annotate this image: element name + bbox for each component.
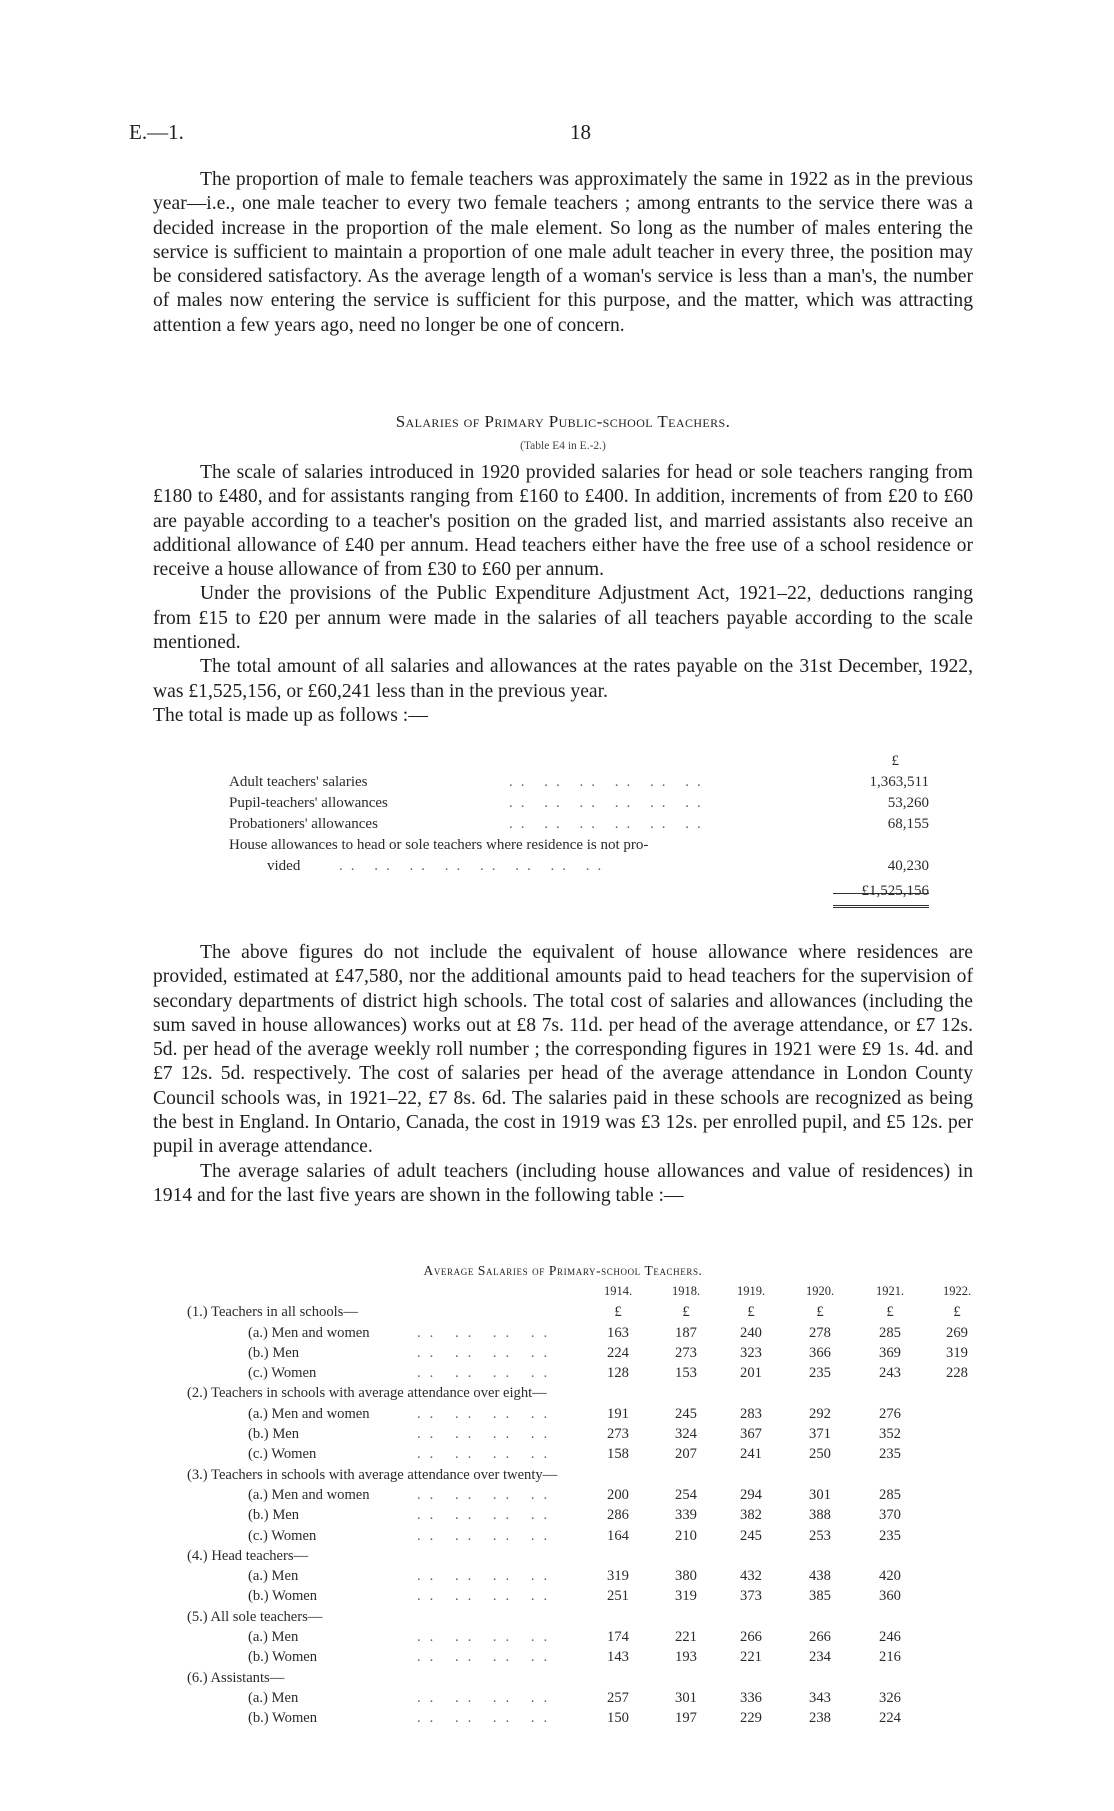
table-row (187, 1406, 977, 1426)
table-cell: 269 (946, 1324, 968, 1341)
table-cell: 323 (740, 1344, 762, 1361)
year-header: 1919. (736, 1284, 766, 1298)
amount-label: Probationers' allowances (229, 816, 378, 832)
table-cell: 278 (809, 1324, 831, 1341)
table-cell: 150 (607, 1710, 629, 1727)
leader-dots: .. .. .. .. .. .. (509, 795, 709, 811)
paragraph: The total is made up as follows :— (153, 704, 428, 726)
leader-dots: .. .. .. .. (417, 1344, 557, 1361)
paragraph-block-1 (153, 168, 973, 338)
leader-dots: .. .. .. .. (417, 1649, 557, 1666)
table-row (187, 1325, 977, 1345)
amounts-row (229, 858, 929, 879)
year-header: 1922. (942, 1284, 972, 1298)
amounts-currency-row (229, 753, 929, 774)
table-cell: 371 (809, 1426, 831, 1443)
leader-dots: .. .. .. .. .. .. .. .. (339, 858, 610, 874)
currency-symbol: £ (747, 1304, 755, 1321)
double-rule (833, 907, 929, 908)
table-group-heading (187, 1609, 977, 1629)
table-cell: 273 (607, 1426, 629, 1443)
group-label: (2.) Teachers in schools with average attendance over eight— (187, 1385, 547, 1402)
leader-dots: .. .. .. .. (417, 1446, 557, 1463)
table-cell: 285 (879, 1486, 901, 1503)
currency-symbol: £ (886, 1304, 894, 1321)
table-cell: 174 (607, 1629, 629, 1646)
table-cell: 366 (809, 1344, 831, 1361)
currency-symbol: £ (682, 1304, 690, 1321)
amount-label: House allowances to head or sole teachers where residence is not pro- (229, 837, 649, 853)
table-cell: 245 (675, 1405, 697, 1422)
table-row (187, 1690, 977, 1710)
amount-label: Adult teachers' salaries (229, 774, 368, 790)
table-cell: 235 (879, 1446, 901, 1463)
table-cell: 343 (809, 1689, 831, 1706)
leader-dots: .. .. .. .. (417, 1486, 557, 1503)
year-header: 1918. (671, 1284, 701, 1298)
table-row (187, 1649, 977, 1669)
row-label: (a.) Men (248, 1689, 299, 1706)
row-label: (b.) Men (248, 1344, 300, 1361)
amount-value: 53,260 (887, 795, 929, 811)
table-cell: 360 (879, 1588, 901, 1605)
paragraph: The total amount of all salaries and allowances at the rates payable on the 31st December, 1922, was £1,525,156, or £60,241 less than in the previous year. (153, 656, 973, 702)
table-cell: 235 (879, 1527, 901, 1544)
table-cell: 253 (809, 1527, 831, 1544)
table-cell: 210 (675, 1527, 697, 1544)
table-cell: 221 (675, 1629, 697, 1646)
table-cell: 187 (675, 1324, 697, 1341)
year-header: 1920. (805, 1284, 835, 1298)
table-row (187, 1507, 977, 1527)
table-cell: 153 (675, 1365, 697, 1382)
row-label: (a.) Men (248, 1629, 299, 1646)
table-cell: 193 (675, 1649, 697, 1666)
table-cell: 221 (740, 1649, 762, 1666)
amount-value: 1,363,511 (869, 774, 929, 790)
table-group-heading (187, 1670, 977, 1690)
table-cell: 301 (809, 1486, 831, 1503)
table-cell: 257 (607, 1689, 629, 1706)
table-cell: 319 (675, 1588, 697, 1605)
document-reference: E.—1. (129, 120, 184, 144)
amounts-row (229, 837, 929, 858)
amounts-row (229, 795, 929, 816)
table-cell: 336 (740, 1689, 762, 1706)
leader-dots: .. .. .. .. (417, 1426, 557, 1443)
leader-dots: .. .. .. .. (417, 1689, 557, 1706)
amount-label: Pupil-teachers' allowances (229, 795, 388, 811)
table-cell: 201 (740, 1365, 762, 1382)
row-label: (b.) Women (248, 1710, 318, 1727)
row-label: (a.) Men and women (248, 1324, 370, 1341)
table-cell: 224 (879, 1710, 901, 1727)
table-row (187, 1588, 977, 1608)
row-label: (b.) Women (248, 1649, 318, 1666)
table-cell: 163 (607, 1324, 629, 1341)
table-cell: 373 (740, 1588, 762, 1605)
group-label: (6.) Assistants— (187, 1669, 285, 1686)
table-row (187, 1629, 977, 1649)
table-cell: 228 (946, 1365, 968, 1382)
group-label: (3.) Teachers in schools with average attendance over twenty— (187, 1466, 558, 1483)
paragraph: Under the provisions of the Public Expenditure Adjustment Act, 1921–22, deductions ranging from £15 to £20 per annum were made in the salaries of all teachers payable according to the scale mentioned. (153, 583, 973, 654)
leader-dots: .. .. .. .. (417, 1365, 557, 1382)
table-cell: 224 (607, 1344, 629, 1361)
row-label: (c.) Women (248, 1527, 317, 1544)
row-label: (b.) Men (248, 1426, 300, 1443)
table-cell: 235 (809, 1365, 831, 1382)
amount-value: 68,155 (887, 816, 929, 832)
double-rule (833, 905, 929, 906)
section-heading: Salaries of Primary Public-school Teachers. (395, 412, 731, 431)
table-cell: 324 (675, 1426, 697, 1443)
table-row (187, 1487, 977, 1507)
table-cell: 382 (740, 1507, 762, 1524)
group-label: (1.) Teachers in all schools— (187, 1304, 358, 1321)
table-row (187, 1426, 977, 1446)
row-label: (a.) Men (248, 1568, 299, 1585)
table-cell: 164 (607, 1527, 629, 1544)
table-cell: 143 (607, 1649, 629, 1666)
amounts-row (229, 774, 929, 795)
leader-dots: .. .. .. .. (417, 1568, 557, 1585)
table-group-heading (187, 1548, 977, 1568)
amount-label-continued: vided (267, 858, 301, 874)
row-label: (c.) Women (248, 1446, 317, 1463)
table-row (187, 1710, 977, 1730)
paragraph: The proportion of male to female teachers was approximately the same in 1922 as in the previous year—i.e., one male teacher to every two female teachers ; among entrants to the service there was a decided increase in the proportion of the male element. So long as the number of males entering the service is sufficient to maintain a proportion of one male adult teacher in every three, the position may be considered satisfactory. As the average length of a woman's service is less than a man's, the number of males now entering the service is sufficient for this purpose, and the matter, which was attracting attention a few years ago, need no longer be one of concern. (153, 169, 973, 336)
table-cell: 191 (607, 1405, 629, 1422)
amounts-table (229, 753, 929, 904)
paragraph-block-3 (153, 941, 973, 1208)
leader-dots: .. .. .. .. .. .. (509, 816, 709, 832)
leader-dots: .. .. .. .. (417, 1710, 557, 1727)
table-cell: 229 (740, 1710, 762, 1727)
table-cell: 234 (809, 1649, 831, 1666)
table-cell: 254 (675, 1486, 697, 1503)
year-header-row (187, 1284, 977, 1304)
table-cell: 276 (879, 1405, 901, 1422)
table-cell: 438 (809, 1568, 831, 1585)
table-cell: 200 (607, 1486, 629, 1503)
year-header: 1921. (875, 1284, 905, 1298)
table-group-heading (187, 1385, 977, 1405)
table-row (187, 1446, 977, 1466)
row-label: (b.) Women (248, 1588, 318, 1605)
table-cell: 128 (607, 1365, 629, 1382)
leader-dots: .. .. .. .. (417, 1507, 557, 1524)
table-cell: 243 (879, 1365, 901, 1382)
table-cell: 238 (809, 1710, 831, 1727)
table-cell: 207 (675, 1446, 697, 1463)
table-cell: 367 (740, 1426, 762, 1443)
section-reference: (Table E4 in E.-2.) (520, 440, 606, 452)
table-cell: 283 (740, 1405, 762, 1422)
table-row (187, 1365, 977, 1385)
table-cell: 301 (675, 1689, 697, 1706)
table-cell: 246 (879, 1629, 901, 1646)
table-cell: 216 (879, 1649, 901, 1666)
year-header: 1914. (603, 1284, 633, 1298)
table-cell: 294 (740, 1486, 762, 1503)
table-group-heading (187, 1304, 977, 1324)
table-cell: 369 (879, 1344, 901, 1361)
leader-dots: .. .. .. .. (417, 1324, 557, 1341)
row-label: (b.) Men (248, 1507, 300, 1524)
row-label: (c.) Women (248, 1365, 317, 1382)
table-cell: 319 (607, 1568, 629, 1585)
table-cell: 245 (740, 1527, 762, 1544)
table-row (187, 1345, 977, 1365)
amount-value: 40,230 (887, 858, 929, 874)
currency-symbol: £ (953, 1304, 961, 1321)
currency-symbol: £ (891, 753, 899, 769)
table-cell: 273 (675, 1344, 697, 1361)
row-label: (a.) Men and women (248, 1486, 370, 1503)
leader-dots: .. .. .. .. .. .. (509, 774, 709, 790)
table-cell: 251 (607, 1588, 629, 1605)
leader-dots: .. .. .. .. (417, 1629, 557, 1646)
paragraph: The scale of salaries introduced in 1920 provided salaries for head or sole teachers ranging from £180 to £480, and for assistants ranging from £160 to £400. In addition, increments of from £20 to £60 are payable according to a teacher's position on the graded list, and married assistants also receive an additional allowance of £40 per annum. Head teachers either have the free use of a school residence or receive a house allowance of from £30 to £60 per annum. (153, 462, 973, 581)
table-cell: 420 (879, 1568, 901, 1585)
leader-dots: .. .. .. .. (417, 1527, 557, 1544)
table-cell: 380 (675, 1568, 697, 1585)
table-group-heading (187, 1467, 977, 1487)
table-cell: 266 (809, 1629, 831, 1646)
paragraph-block-2 (153, 461, 973, 728)
table-cell: 286 (607, 1507, 629, 1524)
table-cell: 240 (740, 1324, 762, 1341)
table-cell: 339 (675, 1507, 697, 1524)
table-cell: 292 (809, 1405, 831, 1422)
table-cell: 285 (879, 1324, 901, 1341)
group-label: (5.) All sole teachers— (187, 1608, 323, 1625)
page-number: 18 (570, 120, 591, 144)
currency-symbol: £ (816, 1304, 824, 1321)
currency-symbol: £ (614, 1304, 622, 1321)
group-label: (4.) Head teachers— (187, 1547, 309, 1564)
leader-dots: .. .. .. .. (417, 1405, 557, 1422)
row-label: (a.) Men and women (248, 1405, 370, 1422)
table-cell: 319 (946, 1344, 968, 1361)
table-cell: 352 (879, 1426, 901, 1443)
table-cell: 197 (675, 1710, 697, 1727)
table-title: Average Salaries of Primary-school Teachers. (423, 1263, 703, 1278)
table-cell: 241 (740, 1446, 762, 1463)
table-cell: 266 (740, 1629, 762, 1646)
paragraph: The above figures do not include the equivalent of house allowance where residences are provided, estimated at £47,580, nor the additional amounts paid to head teachers for the supervision of secondary departments of district high schools. The total cost of salaries and allowances (including the sum saved in house allowances) works out at £8 7s. 11d. per head of the average attendance, or £7 12s. 5d. per head of the average weekly roll number ; the corresponding figures in 1921 were £9 1s. 4d. and £7 12s. 5d. respectively. The cost of salaries per head of the average attendance in London County Council schools was, in 1921–22, £7 8s. 6d. The salaries paid in these schools are recognized as being the best in England. In Ontario, Canada, the cost in 1919 was £3 12s. per enrolled pupil, and £5 12s. per pupil in average attendance. (153, 942, 973, 1158)
amounts-total-row (229, 883, 929, 904)
table-cell: 385 (809, 1588, 831, 1605)
table-cell: 158 (607, 1446, 629, 1463)
salary-table (187, 1284, 977, 1731)
table-cell: 388 (809, 1507, 831, 1524)
table-cell: 326 (879, 1689, 901, 1706)
table-cell: 250 (809, 1446, 831, 1463)
table-row (187, 1528, 977, 1548)
table-cell: 432 (740, 1568, 762, 1585)
amount-total: £1,525,156 (861, 883, 929, 899)
paragraph: The average salaries of adult teachers (including house allowances and value of residences) in 1914 and for the last five years are shown in the following table :— (153, 1160, 973, 1206)
table-cell: 370 (879, 1507, 901, 1524)
leader-dots: .. .. .. .. (417, 1588, 557, 1605)
table-row (187, 1568, 977, 1588)
amounts-row (229, 816, 929, 837)
